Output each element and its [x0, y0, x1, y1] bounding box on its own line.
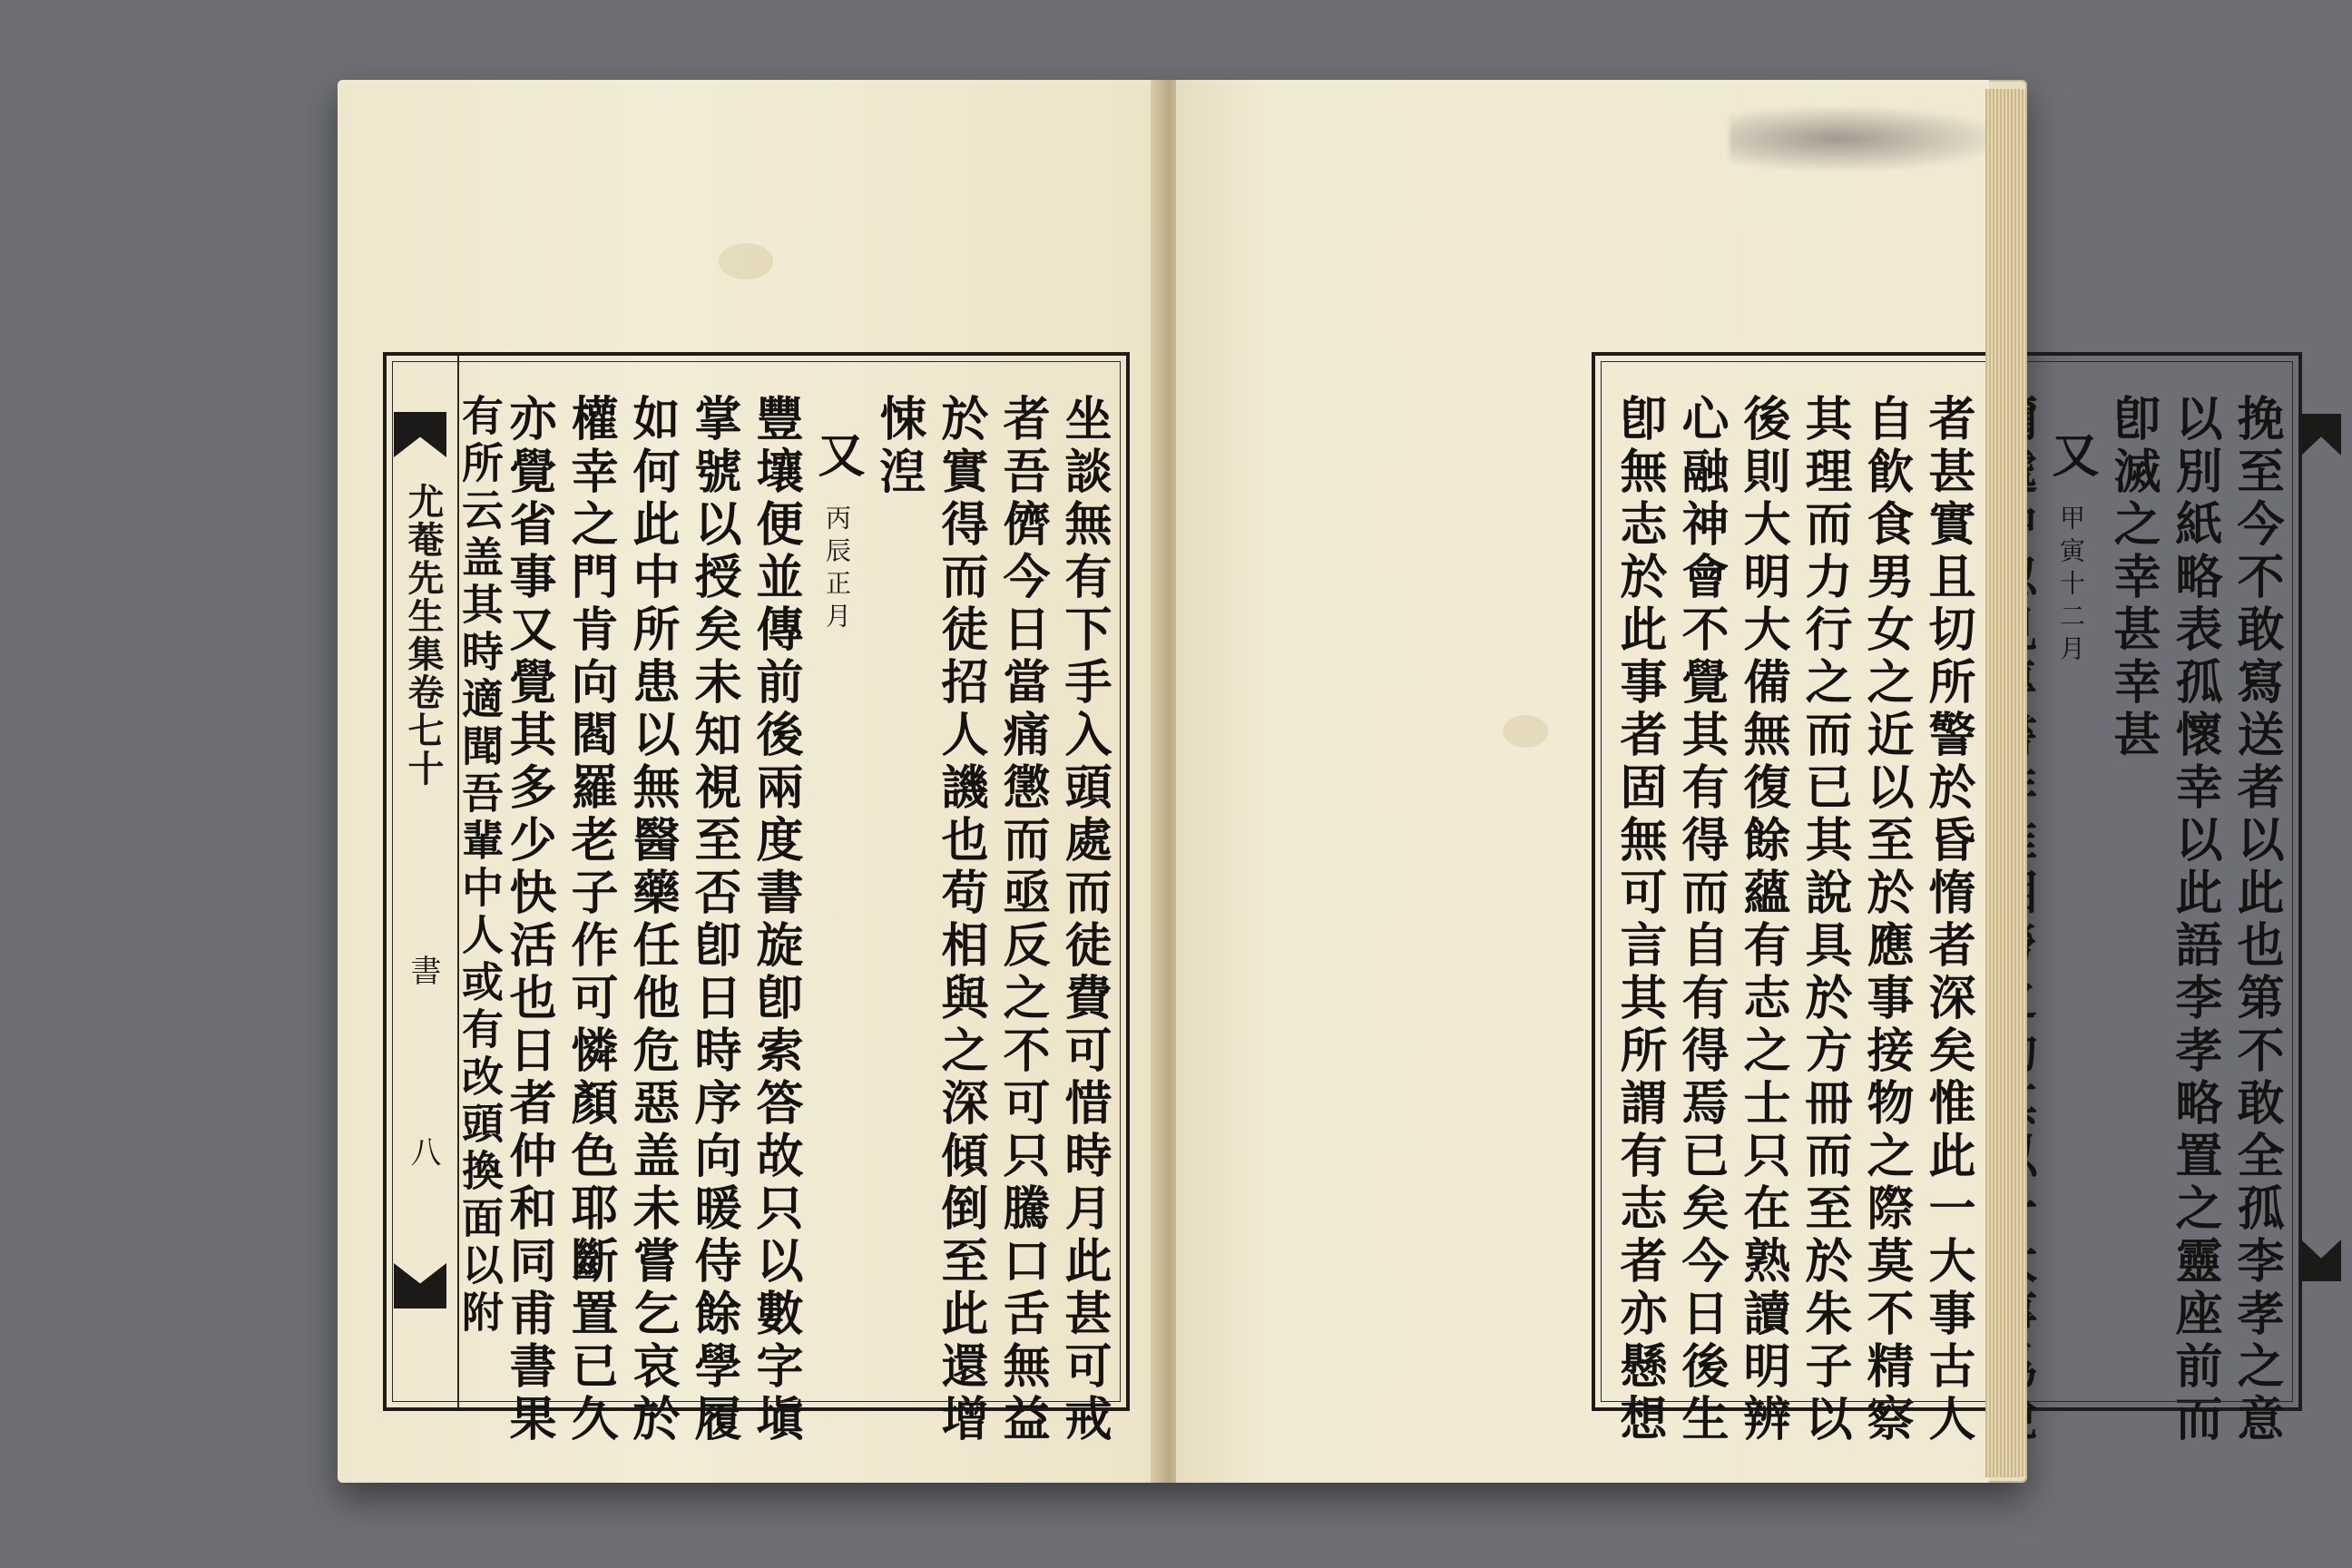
text-column: 豐壤便並傳前後兩度書旋卽索答故只以數字塡: [748, 394, 803, 1446]
center-margin-column: [387, 356, 459, 1407]
text-column: 坐談無有下手入頭處而徒費可惜時月此甚可戒: [1056, 394, 1112, 1446]
fish-tail-top-icon: [394, 412, 446, 457]
left-page-print-frame: [383, 352, 1130, 1446]
banxin-page-number: 八: [405, 1136, 441, 1167]
fish-tail-top-icon: [2301, 414, 2341, 456]
text-column: 亦覺省事又覺其多少快活也日者仲和同甫書果: [501, 394, 556, 1446]
letter-date-note: 甲寅十二月: [2056, 505, 2086, 669]
letter-heading: [2043, 430, 2099, 669]
text-column: 有所云盖其時適聞吾輩中人或有改頭換面以附: [456, 394, 505, 1338]
fish-tail-bottom-icon: [394, 1263, 446, 1308]
paper-stain: [719, 243, 773, 279]
text-column: 者吾儕今日當痛懲而亟反之不可只騰口舌無益: [995, 394, 1050, 1446]
letter-date-note: 丙辰正月: [822, 505, 852, 636]
banxin-section: 書: [405, 955, 441, 985]
letter-heading-label: 又: [809, 430, 865, 483]
text-column: 其理而力行之而已其說具於方冊而至於朱子以: [1797, 394, 1852, 1446]
text-column: 後則大明大備無復餘蘊有志之士只在熟讀明辨: [1735, 394, 1790, 1446]
paper-stain: [1503, 715, 1548, 748]
text-column: 心融神會不覺其有得而自有得焉已矣今日後生: [1673, 394, 1729, 1446]
text-column: 悚湼: [871, 394, 926, 499]
text-column: 於實得而徒招人譏也苟相與之深傾倒至此還增: [933, 394, 988, 1446]
letter-heading: [809, 430, 865, 636]
right-page-print-frame: [1592, 352, 2302, 1446]
text-column: 以別紙略表孤懷幸以此語李孝略置之靈座前而: [2167, 394, 2222, 1446]
faded-seal-stamp: [1730, 107, 2002, 171]
text-column: 卽無志於此事者固無可言其所謂有志者亦懸想: [1612, 394, 1667, 1446]
text-column: 者甚實且切所警於昏惰者深矣惟此一大事古人: [1920, 394, 1975, 1446]
fish-tail-bottom-icon: [2301, 1240, 2341, 1281]
text-column: 卽滅之幸甚幸甚: [2105, 394, 2161, 762]
text-column: 挽至今不敢寫送者以此也第不敢全孤李孝之意: [2229, 394, 2284, 1446]
banxin-title: 尤菴先生集卷七十: [402, 483, 445, 788]
letter-heading-label: 又: [2043, 430, 2099, 483]
open-book: [338, 80, 2284, 1483]
text-column: 掌號以授矣未知視至否卽日時序向暖侍餘學履: [686, 394, 741, 1446]
text-column: 自飮食男女之近以至於應事接物之際莫不精察: [1858, 394, 1914, 1446]
left-page: [338, 80, 1161, 1483]
page-fore-edge: [1985, 89, 2027, 1477]
right-page: [1176, 80, 2284, 1483]
text-column: 如何此中所患以無醫藥任他危惡盖未嘗乞哀於: [624, 394, 680, 1446]
text-column: 權幸之門肯向閻羅老子作可憐顏色耶斷置已久: [563, 394, 618, 1446]
